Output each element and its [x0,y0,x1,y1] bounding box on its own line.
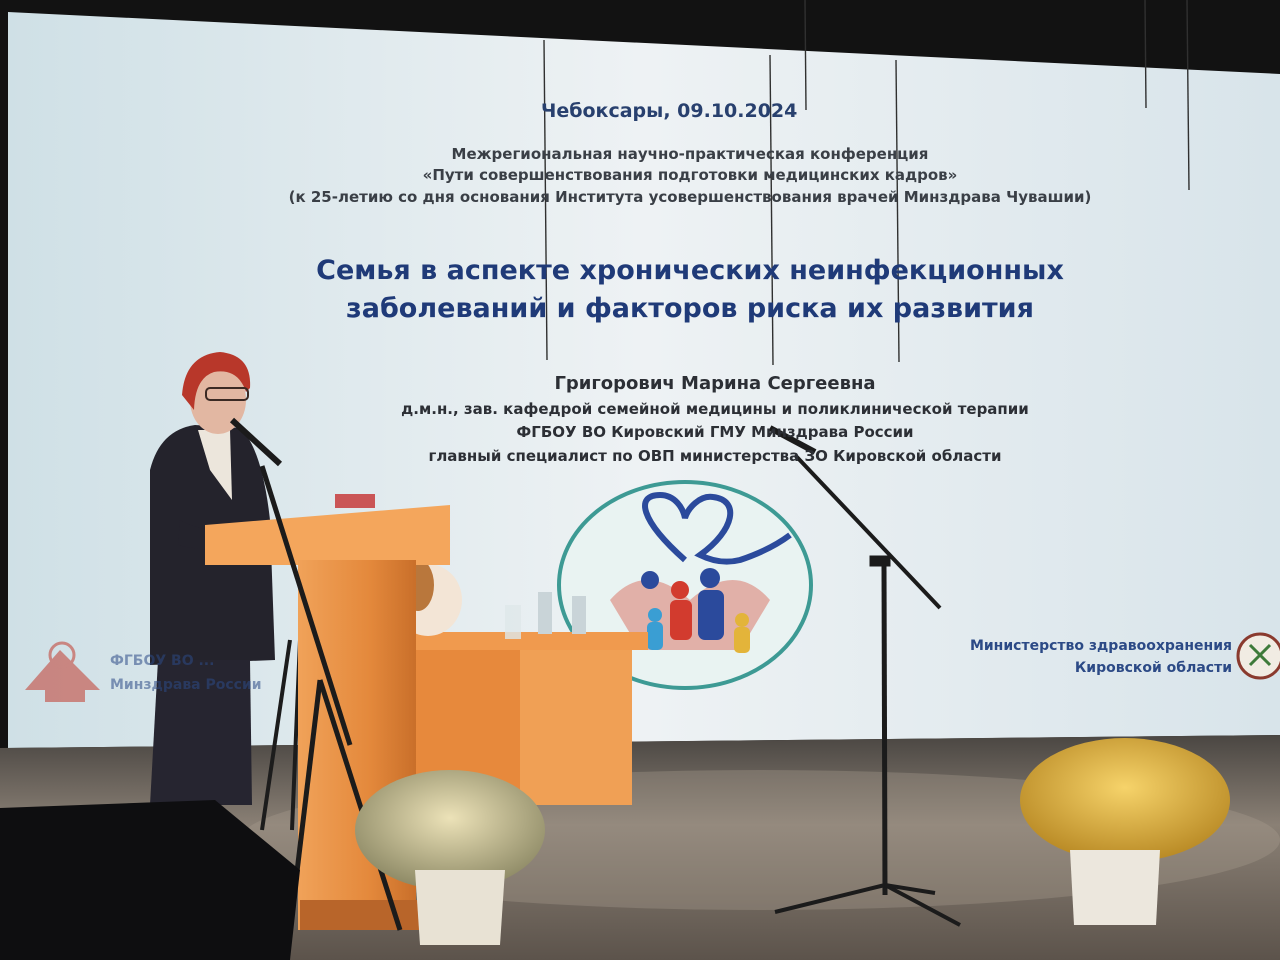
slide-title-line: заболеваний и факторов риска их развития [346,293,1034,324]
slide-city-date: Чебоксары, 09.10.2024 [541,100,798,122]
slide-conference-line: Межрегиональная научно-практическая конференция [451,145,929,163]
slide-conference-line: «Пути совершенствования подготовки медицинских кадров» [422,166,958,184]
ministry-logo [1238,634,1280,678]
slide-title-line: Семья в аспекте хронических неинфекционных [316,255,1064,286]
slide-credential-line: главный специалист по ОВП министерства ЗО Кировской области [428,447,1002,465]
slide-left-org-line: ФГБОУ ВО ... [110,653,215,669]
slide-right-org-line: Министерство здравоохранения [969,638,1232,654]
slide-left-org-line: Минздрава России [110,677,262,693]
slide-speaker-name: Григорович Марина Сергеевна [554,373,876,394]
slide-credential-line: ФГБОУ ВО Кировский ГМУ Минздрава России [516,423,914,441]
slide-right-org-line: Кировской области [1074,660,1232,676]
slide-conference-line: (к 25-летию со дня основания Института усовершенствования врачей Минздрава Чувашии) [288,188,1092,206]
slide-credential-line: д.м.н., зав. кафедрой семейной медицины и поликлинической терапии [401,400,1029,418]
